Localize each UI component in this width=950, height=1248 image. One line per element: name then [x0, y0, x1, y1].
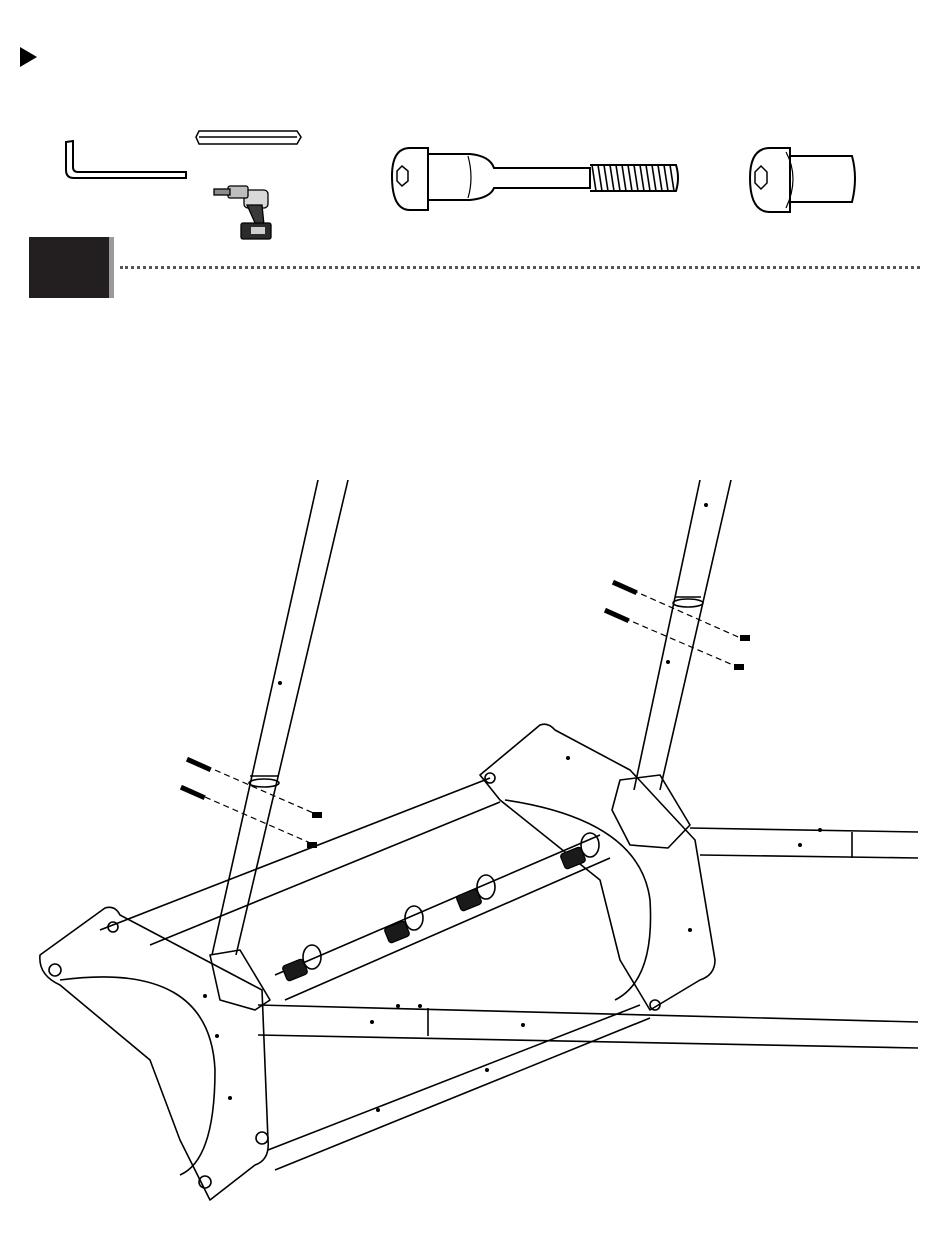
- swing-hanger-icon: [282, 846, 586, 981]
